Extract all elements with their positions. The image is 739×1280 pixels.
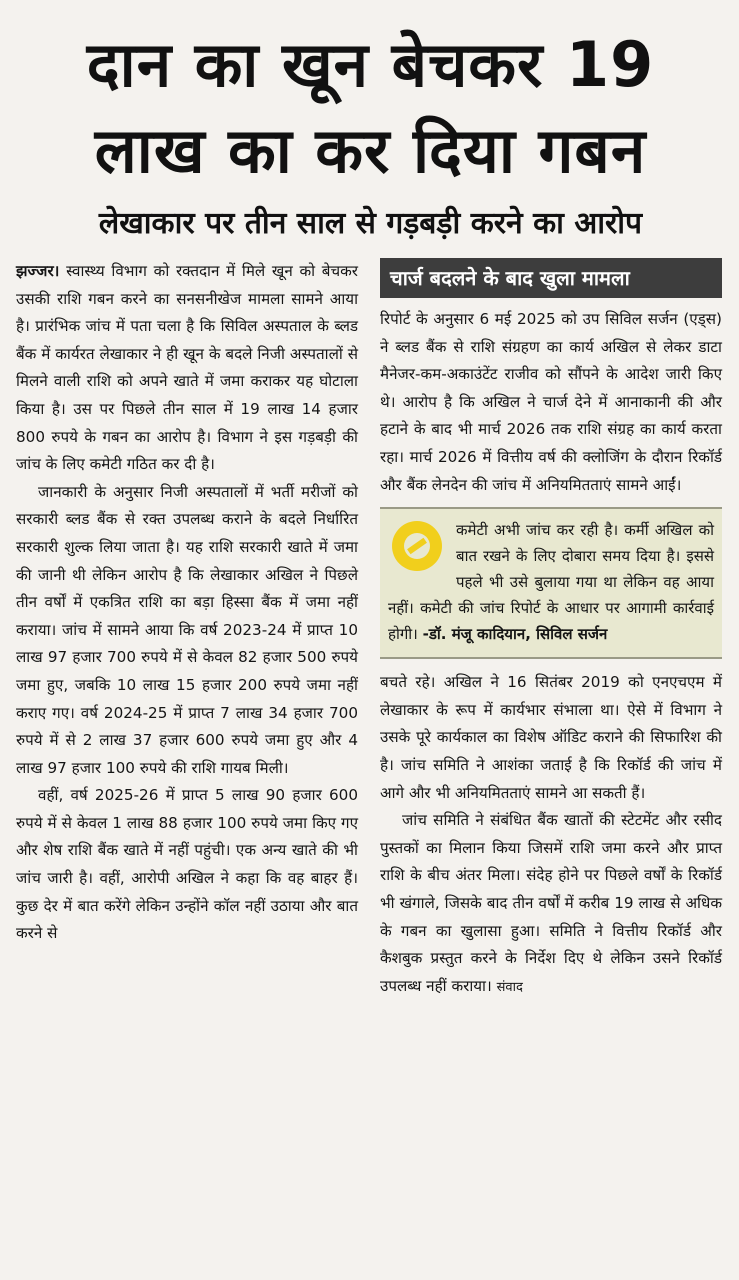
headline-line-1: दान का खून बेचकर 19 [86, 28, 655, 101]
quote-text: कमेटी अभी जांच कर रही है। कर्मी अखिल को बात रखने के लिए दोबारा समय दिया है। इससे पहले भी उसे बुलाया गया था लेकिन वह आया नहीं। कमेटी की जांच रिपोर्ट के आधार पर आगामी कार्रवाई होगी। [388, 521, 714, 644]
left-paragraph-1 [16, 258, 358, 479]
headline [16, 22, 725, 194]
headline-line-2: लाख का कर दिया गबन [94, 114, 647, 187]
left-paragraph-1-text: स्वास्थ्य विभाग को रक्तदान में मिले खून को बेचकर उसकी राशि गबन करने का सनसनीखेज मामला सामने आया है। प्रारंभिक जांच में पता चला है कि सिविल अस्पताल के ब्लड बैंक में कार्यरत लेखाकार ने ही खून के बदले निजी अस्पतालों से मिलने वाली राशि को अपने खाते में जमा कराकर यह घोटाला किया है। उस पर पिछले तीन साल में 19 लाख 14 हजार 800 रुपये के गबन का आरोप है। विभाग ने इस गड़बड़ी की जांच के लिए कमेटी गठित कर दी है। [16, 262, 358, 474]
left-paragraph-3: वहीं, वर्ष 2025-26 में प्राप्त 5 लाख 90 हजार 600 रुपये में से केवल 1 लाख 88 हजार 100 रुपये जमा किए गए और शेष राशि बैंक खाते में नहीं पहुंची। एक अन्य खाते की भी जांच जारी है। वहीं, आरोपी अखिल ने कहा कि वह बाहर हैं। कुछ देर में बात करेंगे लेकिन उन्होंने कॉल नहीं उठाया और बात करने से [16, 786, 358, 943]
left-column [16, 258, 358, 1001]
right-paragraph-1: रिपोर्ट के अनुसार 6 मई 2025 को उप सिविल सर्जन (एड्स) ने ब्लड बैंक से राशि संग्रहण का कार्य अखिल से लेकर डाटा मैनेजर-कम-अकाउंटेंट राजीव को सौंपने के आदेश जारी किए थे। आरोप है कि अखिल ने चार्ज देने में आनाकानी की और हटाने के बाद भी मार्च 2026 तक राशि संग्रह का कार्य करता रहा। मार्च 2026 में वित्तीय वर्ष की क्लोजिंग के दौरान रिकॉर्ड और बैंक लेनदेन की जांच में अनियमितताएं सामने आईं। [380, 310, 722, 494]
dateline: झज्जर। [16, 262, 60, 280]
quote-attribution: -डॉ. मंजू कादियान, सिविल सर्जन [422, 625, 608, 644]
section-title-box: चार्ज बदलने के बाद खुला मामला [380, 258, 722, 298]
right-paragraph-3-text: जांच समिति ने संबंधित बैंक खातों की स्टेटमेंट और रसीद पुस्तकों का मिलान किया जिसमें राशि जमा करने और प्राप्त राशि के बीच अंतर मिला। संदेह होने पर पिछले वर्षों के रिकॉर्ड भी खंगाले, जिसके बाद तीन वर्षों में करीब 19 लाख से अधिक के गबन का खुलासा हुआ। समिति ने वित्तीय रिकॉर्ड और कैशबुक प्रस्तुत करने के निर्देश दिए थे लेकिन उसने रिकॉर्ड उपलब्ध नहीं कराया। [380, 811, 722, 995]
right-column [380, 258, 722, 1001]
subheadline: लेखाकार पर तीन साल से गड़बड़ी करने का आरोप [98, 206, 643, 241]
article-body [16, 258, 725, 1001]
quote-icon [392, 521, 442, 571]
signoff: संवाद [496, 979, 523, 995]
right-paragraph-2: बचते रहे। अखिल ने 16 सितंबर 2019 को एनएचएम में लेखाकार के रूप में कार्यभार संभाला था। ऐसे में विभाग ने उसके पूरे कार्यकाल का विशेष ऑडिट कराने की सिफारिश की है। जांच समिति ने आशंका जताई है कि रिकॉर्ड की जांच में आगे और भी अनियमितताएं सामने आ सकती हैं। [380, 673, 722, 802]
quote-box [380, 507, 722, 659]
left-paragraph-2: जानकारी के अनुसार निजी अस्पतालों में भर्ती मरीजों को सरकारी ब्लड बैंक से रक्त उपलब्ध कराने के बदले निर्धारित सरकारी शुल्क लिया जाता है। यह राशि सरकारी खाते में जमा की जानी थी लेकिन आरोप है कि लेखाकार अखिल ने पिछले तीन वर्षों में एकत्रित राशि का बड़ा हिस्सा बैंक में जमा नहीं कराया। जांच में सामने आया कि वर्ष 2023-24 में प्राप्त 10 लाख 97 हजार 700 रुपये में से केवल 82 हजार 500 रुपये जमा हुए, जबकि 10 लाख 15 हजार 200 रुपये जमा नहीं कराए गए। वर्ष 2024-25 में प्राप्त 7 लाख 34 हजार 700 रुपये में से 2 लाख 37 हजार 600 रुपये जमा हुए और 4 लाख 97 हजार 100 रुपये की राशि गायब मिली। [16, 482, 358, 777]
right-paragraph-3 [380, 807, 722, 1001]
